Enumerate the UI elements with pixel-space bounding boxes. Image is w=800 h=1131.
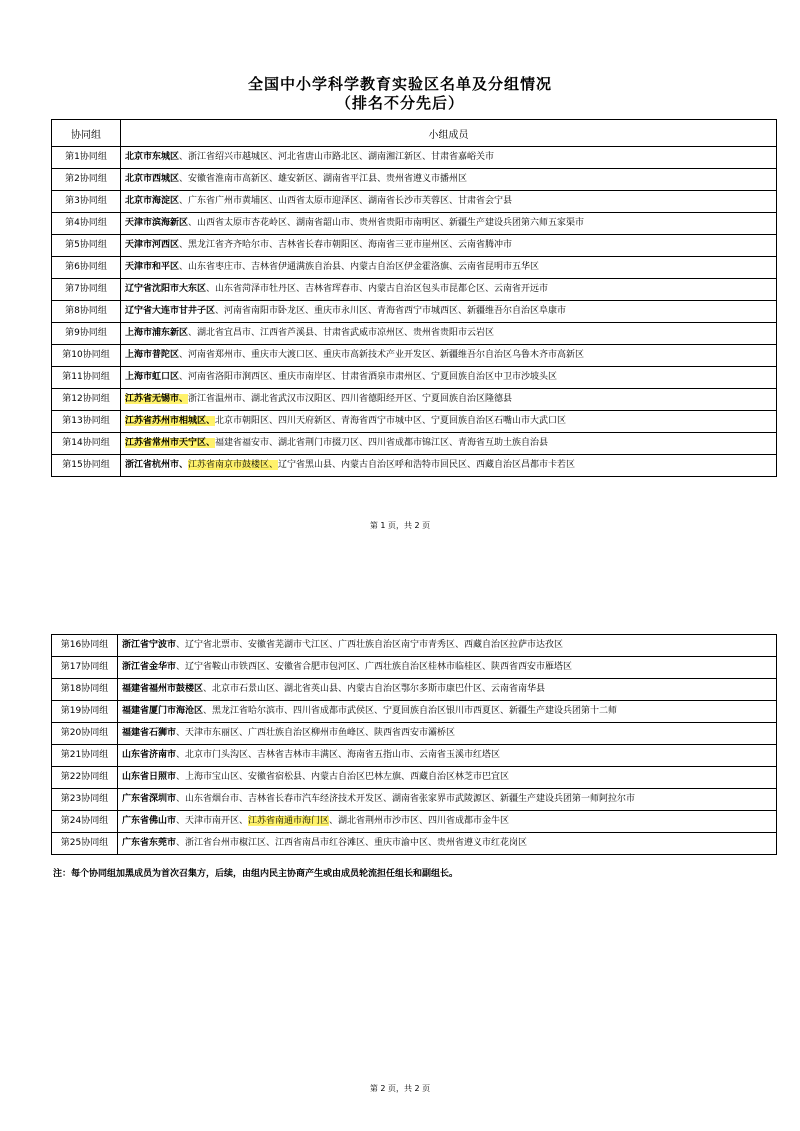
- group-name-cell: 第8协同组: [52, 301, 121, 323]
- table-row: [52, 301, 777, 323]
- lead-member: 北京市西城区: [125, 174, 180, 184]
- lead-member: 上海市虹口区: [125, 372, 180, 382]
- member-text: 、黑龙江省齐齐哈尔市、吉林省长春市朝阳区、海南省三亚市崖州区、云南省腾冲市: [179, 240, 513, 250]
- group-name-cell: 第24协同组: [52, 811, 118, 833]
- group-name-cell: 第3协同组: [52, 191, 121, 213]
- group-name-cell: 第18协同组: [52, 679, 118, 701]
- lead-member: 上海市普陀区: [125, 350, 180, 360]
- members-cell: [121, 367, 777, 389]
- group-name-cell: 第6协同组: [52, 257, 121, 279]
- lead-member: 天津市河西区: [125, 240, 180, 250]
- table-row: [52, 679, 777, 701]
- table-row: [52, 169, 777, 191]
- page-footer-2: 第 2 页，共 2 页: [369, 1084, 431, 1093]
- members-cell: [121, 411, 777, 433]
- member-text: 、河南省郑州市、重庆市大渡口区、重庆市高新技术产业开发区、新疆维吾尔自治区乌鲁木齐市高新区: [179, 350, 585, 360]
- table-row: [52, 833, 777, 855]
- group-name-cell: 第25协同组: [52, 833, 118, 855]
- lead-member: 北京市东城区: [125, 152, 180, 162]
- members-cell: [121, 147, 777, 169]
- member-text: 、天津市东丽区、广西壮族自治区柳州市鱼峰区、陕西省西安市灞桥区: [176, 728, 456, 738]
- table-row: [52, 279, 777, 301]
- table-row: [52, 323, 777, 345]
- group-name-cell: 第23协同组: [52, 789, 118, 811]
- table-row: [52, 657, 777, 679]
- lead-member: 福建省福州市鼓楼区: [122, 684, 204, 694]
- member-text: 、黑龙江省哈尔滨市、四川省成都市武侯区、宁夏回族自治区银川市西夏区、新疆生产建设兵团第十二师: [203, 706, 618, 716]
- table-row: [52, 455, 777, 477]
- lead-member: 福建省厦门市海沧区: [122, 706, 204, 716]
- members-cell: [121, 191, 777, 213]
- lead-member: 广东省东莞市: [122, 838, 177, 848]
- lead-member: 浙江省金华市: [122, 662, 177, 672]
- lead-member: 辽宁省大连市甘井子区: [125, 306, 216, 316]
- group-table-page2: [51, 634, 777, 855]
- table-header-row: [52, 120, 777, 147]
- table-row: [52, 191, 777, 213]
- member-text: 浙江省温州市、湖北省武汉市汉阳区、四川省德阳经开区、宁夏回族自治区隆德县: [188, 394, 513, 404]
- members-cell: [121, 257, 777, 279]
- members-cell: [118, 833, 777, 855]
- table-row: [52, 235, 777, 257]
- member-text: 、山东省枣庄市、吉林省伊通满族自治县、内蒙古自治区伊金霍洛旗、云南省昆明市五华区: [179, 262, 540, 272]
- table-body-page2: [52, 635, 777, 855]
- members-cell: [121, 389, 777, 411]
- group-name-cell: 第11协同组: [52, 367, 121, 389]
- lead-member: 浙江省宁波市: [122, 640, 177, 650]
- group-name-cell: 第14协同组: [52, 433, 121, 455]
- members-cell: [118, 635, 777, 657]
- members-cell: [121, 279, 777, 301]
- member-text: 、浙江省台州市椒江区、江西省南昌市红谷滩区、重庆市渝中区、贵州省遵义市红花岗区: [176, 838, 528, 848]
- lead-member: 江苏省无锡市、: [125, 394, 189, 404]
- lead-member: 天津市滨海新区: [125, 218, 189, 228]
- table-row: [52, 723, 777, 745]
- group-name-cell: 第2协同组: [52, 169, 121, 191]
- members-cell: [121, 169, 777, 191]
- member-text: 、辽宁省北票市、安徽省芜湖市弋江区、广西壮族自治区南宁市青秀区、西藏自治区拉萨市达孜区: [176, 640, 564, 650]
- group-name-cell: 第21协同组: [52, 745, 118, 767]
- table-row: [52, 811, 777, 833]
- group-name-cell: 第4协同组: [52, 213, 121, 235]
- page-title: 全国中小学科学教育实验区名单及分组情况: [247, 75, 552, 93]
- lead-member: 福建省石狮市: [122, 728, 177, 738]
- table-row: [52, 635, 777, 657]
- member-text: 、河南省洛阳市涧西区、重庆市南岸区、甘肃省酒泉市肃州区、宁夏回族自治区中卫市沙坡头区: [179, 372, 558, 382]
- members-cell: [118, 767, 777, 789]
- lead-member: 辽宁省沈阳市大东区: [125, 284, 207, 294]
- group-name-cell: 第13协同组: [52, 411, 121, 433]
- members-cell: [118, 745, 777, 767]
- member-text: 、浙江省绍兴市越城区、河北省唐山市路北区、湖南湘江新区、甘肃省嘉峪关市: [179, 152, 495, 162]
- group-name-cell: 第5协同组: [52, 235, 121, 257]
- member-text: 江苏省南通市海门区: [248, 816, 330, 826]
- page-footer-1: 第 1 页，共 2 页: [369, 521, 431, 530]
- lead-member: 山东省济南市: [122, 750, 177, 760]
- header-members: 小组成员: [121, 120, 777, 147]
- group-name-cell: 第9协同组: [52, 323, 121, 345]
- lead-member: 山东省日照市: [122, 772, 177, 782]
- members-cell: [118, 789, 777, 811]
- member-text: 、河南省南阳市卧龙区、重庆市永川区、青海省西宁市城西区、新疆维吾尔自治区阜康市: [215, 306, 567, 316]
- member-text: 、上海市宝山区、安徽省宿松县、内蒙古自治区巴林左旗、西藏自治区林芝市巴宜区: [176, 772, 510, 782]
- group-name-cell: 第19协同组: [52, 701, 118, 723]
- table-row: [52, 789, 777, 811]
- group-name-cell: 第17协同组: [52, 657, 118, 679]
- lead-member: 广东省佛山市: [122, 816, 177, 826]
- header-group: 协同组: [52, 120, 121, 147]
- members-cell: [121, 235, 777, 257]
- table-body-page1: [52, 147, 777, 477]
- lead-member: 浙江省杭州市、: [125, 460, 189, 470]
- page-subtitle: （排名不分先后）: [335, 94, 464, 112]
- member-text: 、天津市南开区、: [176, 816, 249, 826]
- member-text: 、湖北省荆州市沙市区、四川省成都市金牛区: [329, 816, 510, 826]
- lead-member: 北京市海淀区: [125, 196, 180, 206]
- members-cell: [121, 455, 777, 477]
- table-row: [52, 213, 777, 235]
- member-text: 福建省福安市、湖北省荆门市掇刀区、四川省成都市锦江区、青海省互助土族自治县: [215, 438, 549, 448]
- group-name-cell: 第20协同组: [52, 723, 118, 745]
- members-cell: [118, 679, 777, 701]
- group-name-cell: 第22协同组: [52, 767, 118, 789]
- member-text: 、山东省烟台市、吉林省长春市汽车经济技术开发区、湖南省张家界市武陵源区、新疆生产建设兵团第一师阿拉尔市: [176, 794, 636, 804]
- table-row: [52, 745, 777, 767]
- table-row: [52, 257, 777, 279]
- member-text: 辽宁省黑山县、内蒙古自治区呼和浩特市回民区、西藏自治区昌都市卡若区: [278, 460, 576, 470]
- lead-member: 广东省深圳市: [122, 794, 177, 804]
- member-text: 、湖北省宜昌市、江西省芦溪县、甘肃省武威市凉州区、贵州省贵阳市云岩区: [188, 328, 495, 338]
- group-name-cell: 第10协同组: [52, 345, 121, 367]
- footnote: 注：每个协同组加黑成员为首次召集方，后续，由组内民主协商产生或由成员轮流担任组长和副组长。: [53, 869, 459, 879]
- members-cell: [121, 301, 777, 323]
- members-cell: [118, 701, 777, 723]
- member-text: 、山东省菏泽市牡丹区、吉林省珲春市、内蒙古自治区包头市昆都仑区、云南省开远市: [206, 284, 549, 294]
- members-cell: [121, 345, 777, 367]
- lead-member: 江苏省苏州市相城区、: [125, 416, 216, 426]
- group-name-cell: 第15协同组: [52, 455, 121, 477]
- members-cell: [121, 433, 777, 455]
- lead-member: 天津市和平区: [125, 262, 180, 272]
- group-table-page1: [51, 119, 777, 477]
- members-cell: [121, 323, 777, 345]
- member-text: 、北京市门头沟区、吉林省吉林市丰满区、海南省五指山市、云南省玉溪市红塔区: [176, 750, 501, 760]
- members-cell: [118, 723, 777, 745]
- group-name-cell: 第12协同组: [52, 389, 121, 411]
- member-text: 、北京市石景山区、湖北省英山县、内蒙古自治区鄂尔多斯市康巴什区、云南省南华县: [203, 684, 546, 694]
- table-row: [52, 147, 777, 169]
- member-text: 江苏省南京市鼓楼区、: [188, 460, 279, 470]
- members-cell: [118, 811, 777, 833]
- members-cell: [118, 657, 777, 679]
- members-cell: [121, 213, 777, 235]
- lead-member: 上海市浦东新区: [125, 328, 189, 338]
- group-name-cell: 第16协同组: [52, 635, 118, 657]
- table-row: [52, 389, 777, 411]
- member-text: 北京市朝阳区、四川天府新区、青海省西宁市城中区、宁夏回族自治区石嘴山市大武口区: [215, 416, 567, 426]
- table-row: [52, 345, 777, 367]
- group-name-cell: 第7协同组: [52, 279, 121, 301]
- table-row: [52, 411, 777, 433]
- table-row: [52, 433, 777, 455]
- table-row: [52, 701, 777, 723]
- member-text: 、辽宁省鞍山市铁西区、安徽省合肥市包河区、广西壮族自治区桂林市临桂区、陕西省西安市雁塔区: [176, 662, 573, 672]
- member-text: 、山西省太原市杏花岭区、湖南省韶山市、贵州省贵阳市南明区、新疆生产建设兵团第六师五家渠市: [188, 218, 585, 228]
- table-row: [52, 767, 777, 789]
- member-text: 、安徽省淮南市高新区、雄安新区、湖南省平江县、贵州省遵义市播州区: [179, 174, 468, 184]
- member-text: 、广东省广州市黄埔区、山西省太原市迎泽区、湖南省长沙市芙蓉区、甘肃省会宁县: [179, 196, 513, 206]
- group-name-cell: 第1协同组: [52, 147, 121, 169]
- table-row: [52, 367, 777, 389]
- lead-member: 江苏省常州市天宁区、: [125, 438, 216, 448]
